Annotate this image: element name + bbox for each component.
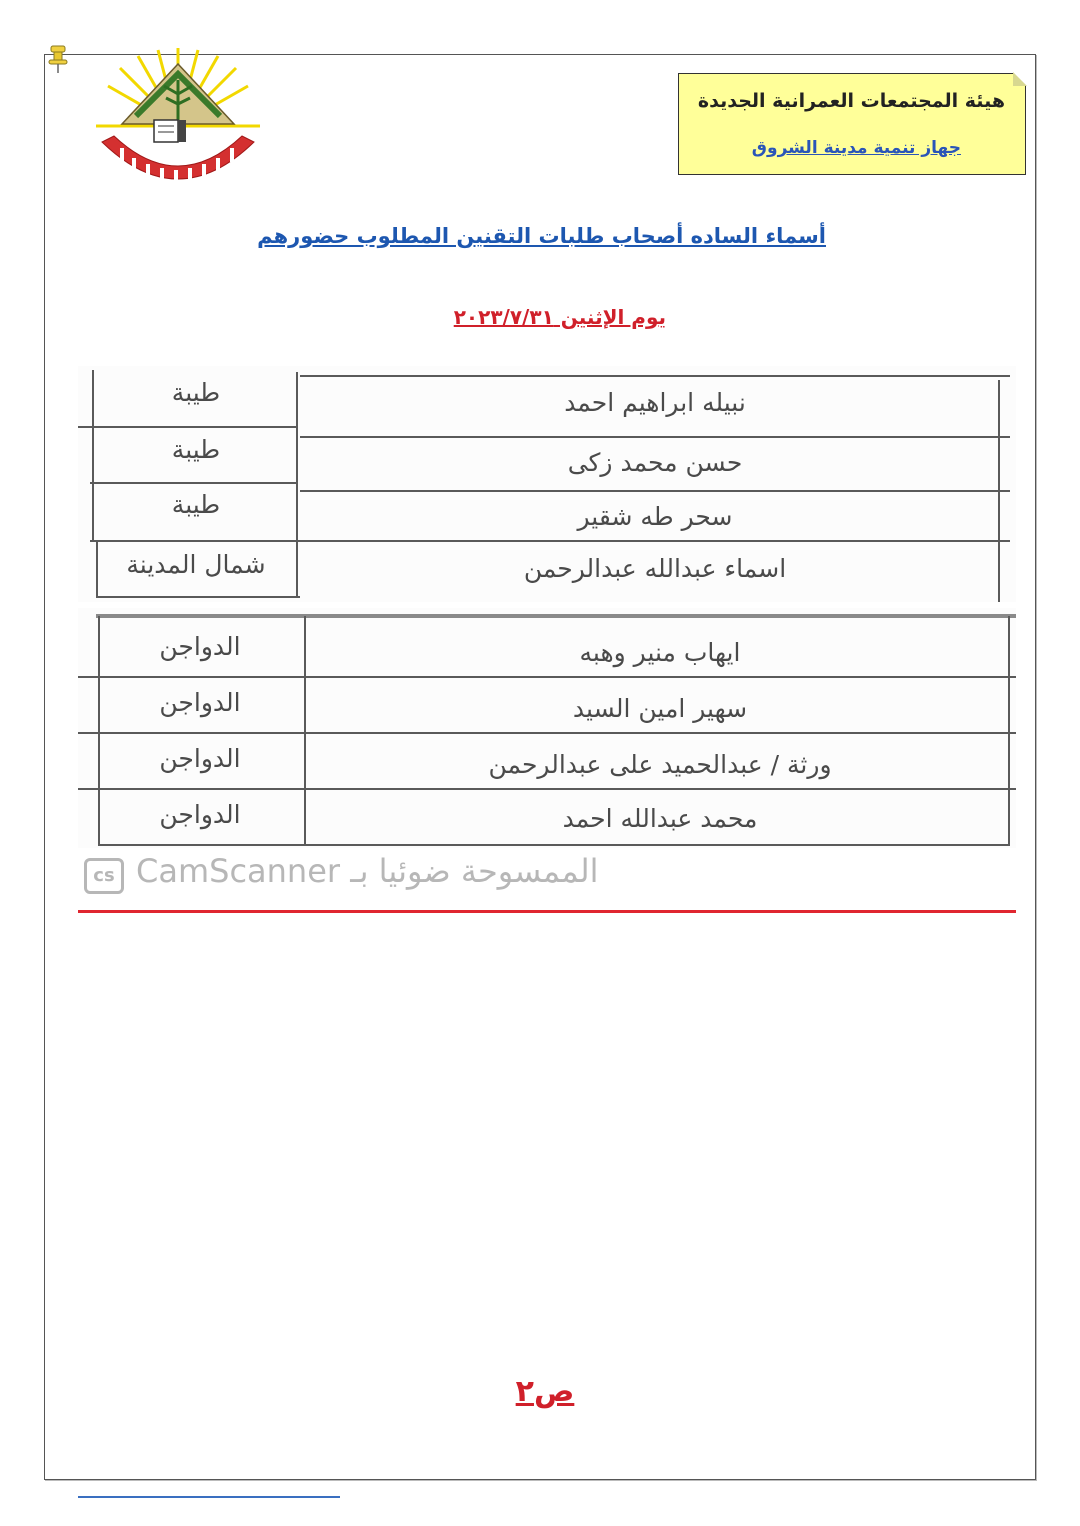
table-rule [96, 596, 300, 598]
table-rule [100, 844, 1010, 846]
table-rule [78, 426, 298, 428]
table-rule [90, 482, 298, 484]
table-row-name: نبيله ابراهيم احمد [564, 388, 746, 417]
table-rule [78, 676, 1016, 678]
watermark-text [136, 852, 599, 890]
camscanner-watermark [84, 848, 664, 900]
table-row-area: شمال المدينة [126, 550, 266, 579]
table-row-area: الدواجن [159, 744, 241, 773]
document-date: يوم الإثنين ٢٠٢٣/٧/٣١ [453, 305, 666, 329]
section-divider [78, 910, 1016, 913]
table-row-name: اسماء عبدالله عبدالرحمن [523, 554, 787, 583]
document-title: أسماء الساده أصحاب طلبات التقنين المطلوب حضورهم [257, 224, 826, 248]
table-row-name: حسن محمد زكى [567, 448, 743, 477]
table-row-area: طيبة [171, 378, 221, 407]
table-row-name: ورثة / عبدالحميد على عبدالرحمن [488, 750, 832, 779]
watermark-caption: الممسوحة ضوئيا بـ [350, 852, 599, 890]
table-row-name: ايهاب منير وهبه [579, 638, 741, 667]
table-rule [300, 436, 1010, 438]
footer-rule [78, 1496, 340, 1498]
table-row-name: محمد عبدالله احمد [562, 804, 758, 833]
table-row-area: الدواجن [159, 688, 241, 717]
page-number: ص٢ [515, 1374, 575, 1409]
table-rule [96, 614, 1016, 618]
table-rule [78, 732, 1016, 734]
watermark-brand: CamScanner [136, 852, 341, 890]
table-row-area: الدواجن [159, 800, 241, 829]
pushpin-icon [46, 44, 70, 74]
table-row-name: سهير امين السيد [572, 694, 748, 723]
organization-name: هيئة المجتمعات العمرانية الجديدة [697, 90, 1005, 112]
table-rule [78, 788, 1016, 790]
table-row-area: طيبة [171, 490, 221, 519]
table-rule [296, 372, 298, 598]
organization-header-box [678, 73, 1026, 175]
table-row-area: طيبة [171, 435, 221, 464]
table-rule [300, 375, 1010, 377]
al-shorouk-city-logo [92, 46, 264, 206]
table-row-name: سحر طه شقير [577, 502, 733, 531]
table-row-area: الدواجن [159, 632, 241, 661]
authority-name: جهاز تنمية مدينة الشروق [751, 138, 961, 158]
table-rule [90, 540, 1010, 542]
table-rule [92, 370, 94, 540]
camscanner-badge-icon: cs [84, 858, 124, 894]
table-rule [304, 616, 306, 846]
table-rule [300, 490, 1010, 492]
page-fold-corner [1013, 72, 1027, 86]
